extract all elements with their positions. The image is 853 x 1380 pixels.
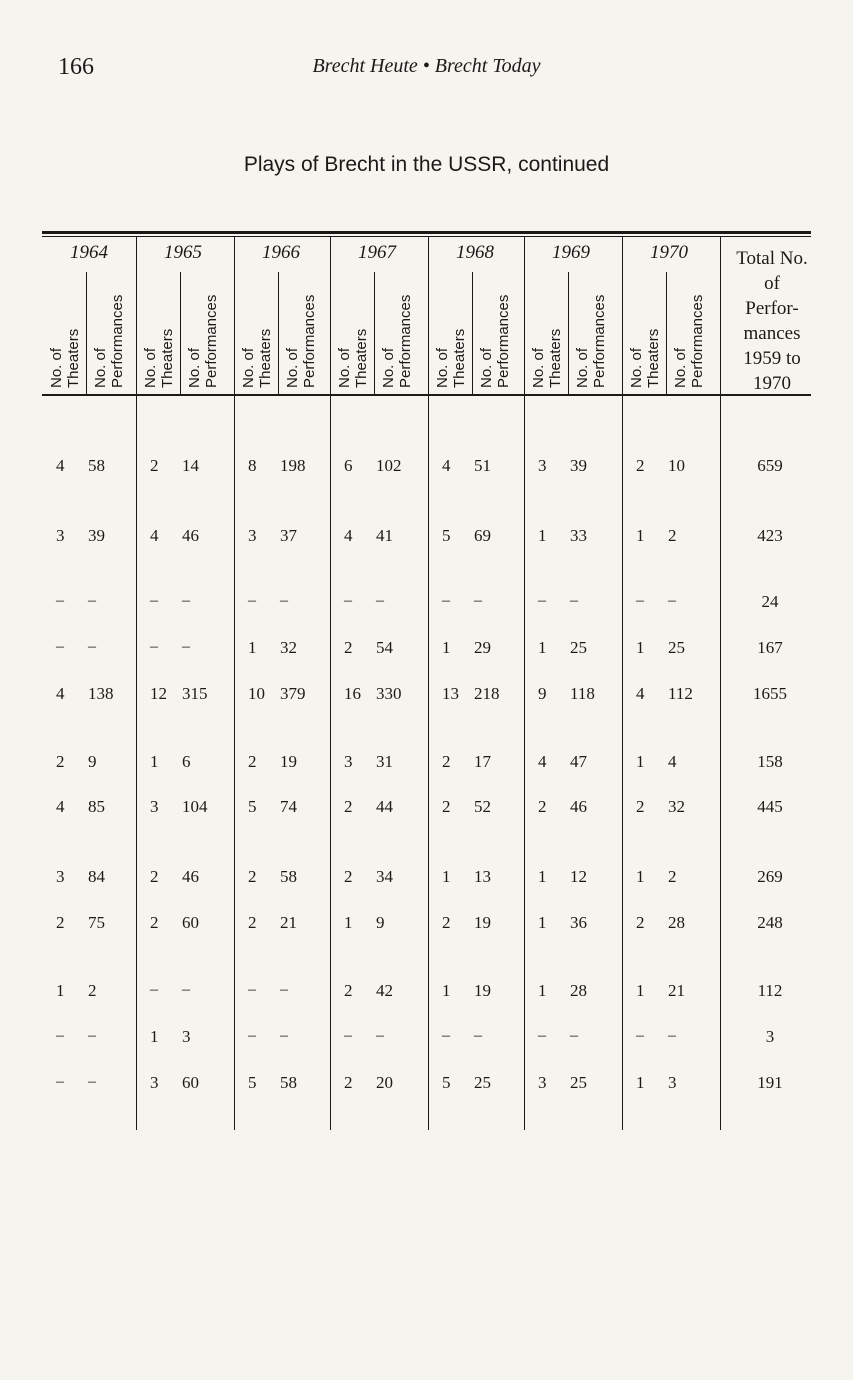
performances-column-header: No. of Performances [92,294,126,388]
theaters-cell: – [538,1027,546,1044]
theaters-cell: 2 [344,797,353,816]
performances-cell: – [182,981,190,998]
theaters-cell: 1 [248,638,257,657]
running-head: Brecht Heute • Brecht Today [312,55,541,77]
theaters-cell: 5 [442,1073,451,1092]
year-header: 1970 [650,242,688,263]
performances-cell: – [280,981,288,998]
performances-cell: 198 [280,456,306,475]
performances-cell: 58 [88,456,105,475]
performances-cell: 85 [88,797,105,816]
performances-cell: 19 [280,752,297,771]
performances-cell: – [570,592,578,609]
top-rule [42,231,811,234]
performances-cell: 4 [668,752,677,771]
performances-column-header: No. of Performances [574,294,608,388]
performances-cell: 19 [474,913,491,932]
sub-column-divider [86,272,87,394]
performances-cell: – [88,592,96,609]
theaters-cell: 3 [56,867,65,886]
performances-cell: 46 [570,797,587,816]
performances-cell: 28 [668,913,685,932]
theaters-cell: 1 [636,981,645,1000]
theaters-cell: 3 [344,752,353,771]
theaters-cell: 3 [150,1073,159,1092]
theaters-cell: 2 [636,913,645,932]
performances-cell: 84 [88,867,105,886]
sub-column-divider [472,272,473,394]
total-cell: 445 [757,797,783,816]
theaters-cell: 1 [442,981,451,1000]
theaters-cell: 2 [344,638,353,657]
performances-cell: 9 [376,913,385,932]
theaters-cell: 2 [538,797,547,816]
column-divider [136,236,137,1130]
sub-column-divider [278,272,279,394]
performances-cell: 60 [182,913,199,932]
theaters-cell: 2 [344,981,353,1000]
performances-cell: 118 [570,684,595,703]
total-cell: 112 [757,981,783,1000]
performances-cell: 44 [376,797,393,816]
performances-cell: 28 [570,981,587,1000]
sub-column-divider [568,272,569,394]
theaters-cell: – [150,592,158,609]
theaters-cell: – [248,592,256,609]
total-header-line: Total No. [736,248,808,269]
theaters-cell: 2 [442,913,451,932]
year-header: 1969 [552,242,590,263]
theaters-cell: 3 [56,526,65,545]
performances-cell: 218 [474,684,500,703]
theaters-cell: 2 [442,797,451,816]
theaters-cell: 5 [442,526,451,545]
performances-cell: 47 [570,752,587,771]
sub-column-divider [666,272,667,394]
theaters-cell: 3 [538,456,547,475]
theaters-cell: 4 [56,456,65,475]
theaters-cell: 1 [636,867,645,886]
theaters-cell: 10 [248,684,265,703]
theaters-cell: – [56,1027,64,1044]
theaters-cell: 1 [56,981,65,1000]
theaters-cell: 3 [248,526,257,545]
performances-cell: – [182,638,190,655]
theaters-cell: 12 [150,684,167,703]
performances-cell: 3 [182,1027,191,1046]
column-divider [524,236,525,1130]
performances-cell: 112 [668,684,693,703]
performances-cell: 21 [668,981,685,1000]
performances-cell: – [88,638,96,655]
theaters-cell: 2 [636,797,645,816]
theaters-cell: 5 [248,1073,257,1092]
performances-cell: 54 [376,638,393,657]
theaters-cell: – [150,638,158,655]
total-cell: 659 [757,456,783,475]
performances-cell: 75 [88,913,105,932]
theaters-cell: – [538,592,546,609]
theaters-cell: 1 [636,752,645,771]
total-cell: 167 [757,638,783,657]
performances-cell: 69 [474,526,491,545]
theaters-cell: – [248,981,256,998]
total-cell: 158 [757,752,783,771]
theaters-cell: 4 [344,526,353,545]
performances-cell: 21 [280,913,297,932]
theaters-cell: 1 [538,867,547,886]
total-header-line: Perfor- [745,298,799,319]
column-divider [622,236,623,1130]
theaters-cell: 2 [442,752,451,771]
theaters-cell: 2 [344,867,353,886]
theaters-cell: 9 [538,684,547,703]
performances-cell: 31 [376,752,393,771]
performances-cell: 25 [570,638,587,657]
performances-cell: 6 [182,752,191,771]
performances-cell: 58 [280,867,297,886]
performances-cell: 25 [570,1073,587,1092]
performances-cell: 33 [570,526,587,545]
theaters-cell: 3 [150,797,159,816]
sub-column-divider [374,272,375,394]
performances-cell: – [570,1027,578,1044]
performances-cell: 12 [570,867,587,886]
theaters-cell: – [344,1027,352,1044]
sub-column-divider [180,272,181,394]
header-rule [42,394,811,396]
theaters-cell: 1 [538,913,547,932]
column-divider [428,236,429,1130]
theaters-cell: 2 [248,913,257,932]
performances-cell: 37 [280,526,297,545]
column-divider [330,236,331,1130]
total-column-header [722,246,822,396]
year-header: 1964 [70,242,108,263]
performances-cell: 25 [668,638,685,657]
total-header-line: 1970 [753,373,791,394]
theaters-cell: 1 [636,638,645,657]
theaters-cell: 1 [442,867,451,886]
theaters-cell: 4 [538,752,547,771]
total-cell: 191 [757,1073,783,1092]
performances-cell: 39 [570,456,587,475]
top-rule-thin [42,236,811,237]
performances-cell: 46 [182,526,199,545]
year-header: 1965 [164,242,202,263]
performances-cell: 10 [668,456,685,475]
performances-cell: 74 [280,797,297,816]
theaters-column-header: No. of Theaters [48,328,82,388]
total-header-line: of [764,273,780,294]
total-cell: 3 [765,1027,775,1046]
theaters-cell: 2 [56,913,65,932]
performances-cell: 29 [474,638,491,657]
performances-cell: – [88,1073,96,1090]
performances-column-header: No. of Performances [478,294,512,388]
performances-cell: 2 [88,981,97,1000]
column-divider [720,236,721,1130]
theaters-cell: 13 [442,684,459,703]
theaters-cell: 5 [248,797,257,816]
theaters-cell: 2 [344,1073,353,1092]
performances-cell: 32 [280,638,297,657]
theaters-cell: – [56,638,64,655]
table-title: Plays of Brecht in the USSR, continued [243,153,610,176]
theaters-cell: 4 [636,684,645,703]
performances-cell: – [668,1027,676,1044]
performances-cell: – [280,592,288,609]
performances-cell: – [668,592,676,609]
theaters-cell: – [636,592,644,609]
performances-cell: 330 [376,684,402,703]
theaters-cell: 8 [248,456,257,475]
performances-cell: 52 [474,797,491,816]
theaters-cell: 2 [248,752,257,771]
theaters-cell: 1 [150,752,159,771]
performances-cell: 19 [474,981,491,1000]
performances-cell: 46 [182,867,199,886]
performances-cell: 104 [182,797,208,816]
performances-cell: 36 [570,913,587,932]
theaters-cell: – [344,592,352,609]
theaters-cell: 1 [538,526,547,545]
year-header: 1967 [358,242,396,263]
performances-cell: 9 [88,752,97,771]
theaters-cell: – [636,1027,644,1044]
performances-cell: – [182,592,190,609]
performances-cell: – [88,1027,96,1044]
theaters-cell: 2 [150,867,159,886]
theaters-cell: 1 [150,1027,159,1046]
theaters-cell: – [248,1027,256,1044]
performances-column-header: No. of Performances [186,294,220,388]
theaters-column-header: No. of Theaters [628,328,662,388]
performances-cell: 58 [280,1073,297,1092]
performances-cell: – [376,1027,384,1044]
theaters-cell: – [56,592,64,609]
theaters-cell: 4 [442,456,451,475]
theaters-cell: 2 [636,456,645,475]
performances-cell: 20 [376,1073,393,1092]
performances-cell: 39 [88,526,105,545]
performances-cell: 60 [182,1073,199,1092]
theaters-cell: – [442,1027,450,1044]
total-cell: 423 [757,526,783,545]
total-header-line: mances [743,323,801,344]
performances-cell: 14 [182,456,199,475]
theaters-cell: 4 [56,797,65,816]
theaters-column-header: No. of Theaters [336,328,370,388]
performances-cell: 34 [376,867,393,886]
theaters-cell: 1 [442,638,451,657]
total-cell: 1655 [753,684,787,703]
theaters-column-header: No. of Theaters [240,328,274,388]
performances-cell: – [280,1027,288,1044]
performances-cell: 42 [376,981,393,1000]
theaters-column-header: No. of Theaters [142,328,176,388]
performances-cell: – [474,1027,482,1044]
performances-column-header: No. of Performances [672,294,706,388]
theaters-cell: 4 [150,526,159,545]
column-divider [234,236,235,1130]
performances-cell: 41 [376,526,393,545]
total-header-line: 1959 to [743,348,801,369]
performances-column-header: No. of Performances [284,294,318,388]
theaters-column-header: No. of Theaters [530,328,564,388]
performances-cell: 32 [668,797,685,816]
performances-cell: 3 [668,1073,677,1092]
year-header: 1968 [456,242,494,263]
theaters-cell: 1 [344,913,353,932]
performances-column-header: No. of Performances [380,294,414,388]
page-number: 166 [58,54,94,80]
year-header: 1966 [262,242,300,263]
performances-cell: 379 [280,684,306,703]
theaters-cell: 2 [150,913,159,932]
performances-cell: 17 [474,752,491,771]
performances-cell: – [376,592,384,609]
theaters-cell: 4 [56,684,65,703]
theaters-cell: – [442,592,450,609]
theaters-cell: 2 [56,752,65,771]
theaters-cell: 6 [344,456,353,475]
theaters-cell: – [56,1073,64,1090]
theaters-cell: 2 [248,867,257,886]
performances-cell: 2 [668,526,677,545]
performances-cell: – [474,592,482,609]
total-cell: 248 [757,913,783,932]
performances-cell: 315 [182,684,208,703]
theaters-column-header: No. of Theaters [434,328,468,388]
total-cell: 24 [761,592,779,611]
theaters-cell: – [150,981,158,998]
performances-cell: 25 [474,1073,491,1092]
total-cell: 269 [757,867,783,886]
performances-cell: 2 [668,867,677,886]
performances-cell: 102 [376,456,402,475]
performances-cell: 51 [474,456,491,475]
theaters-cell: 3 [538,1073,547,1092]
theaters-cell: 1 [538,981,547,1000]
theaters-cell: 1 [538,638,547,657]
performances-cell: 138 [88,684,114,703]
performances-cell: 13 [474,867,491,886]
theaters-cell: 2 [150,456,159,475]
theaters-cell: 1 [636,526,645,545]
theaters-cell: 1 [636,1073,645,1092]
theaters-cell: 16 [344,684,361,703]
